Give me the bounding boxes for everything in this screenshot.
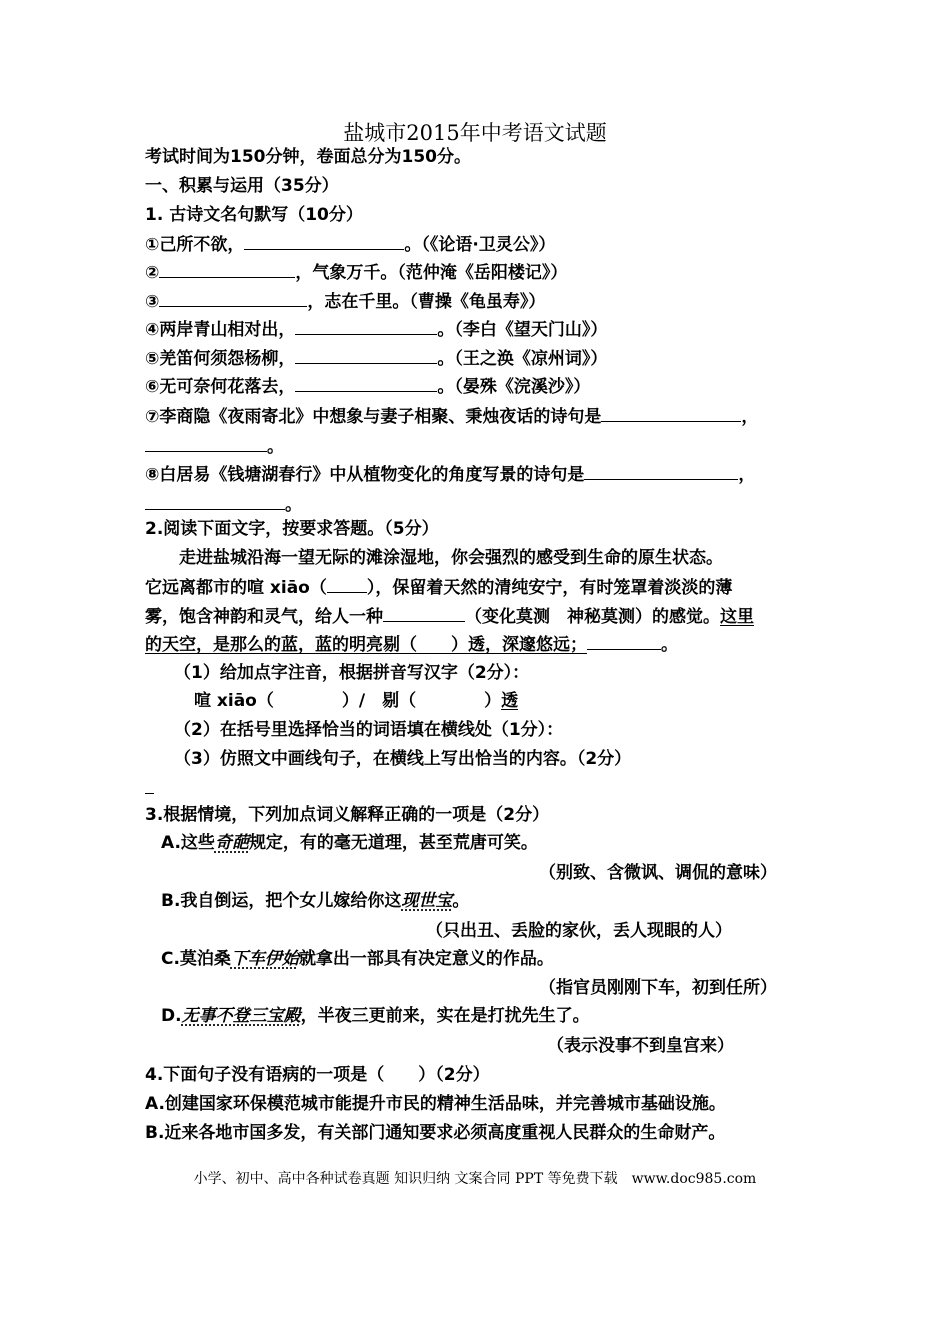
question-4-heading: 4.下面句子没有语病的一项是（ ）（2分） bbox=[145, 1065, 490, 1085]
option-b-note: （只出丑、丢脸的家伙，丢人现眼的人） bbox=[426, 921, 732, 941]
q1-item-8-cont bbox=[145, 493, 302, 516]
sub-question-3: （3）仿照文中画线句子，在横线上写出恰当的内容。（2分） bbox=[174, 749, 632, 769]
passage-line bbox=[145, 633, 678, 656]
dotted-word: 奇葩 bbox=[214, 833, 249, 853]
sub-question-1-answers bbox=[194, 690, 518, 712]
item-punct: ， bbox=[738, 465, 756, 485]
item-punct: 。 bbox=[267, 437, 284, 457]
answer-blank[interactable] bbox=[295, 318, 437, 335]
item-punct: ， bbox=[741, 407, 759, 427]
option-text: ，半夜三更前来，实在是打扰先生了。 bbox=[300, 1006, 590, 1026]
answer-blank[interactable] bbox=[295, 375, 437, 392]
question-2-heading: 2.阅读下面文字，按要求答题。（5分） bbox=[145, 519, 439, 539]
dotted-char: 透 bbox=[501, 691, 519, 711]
q1-item-4 bbox=[145, 318, 607, 341]
q4-option-b: B.近来各地市国多发，有关部门通知要求必须高度重视人民群众的生命财产。 bbox=[145, 1123, 726, 1143]
option-d-note: （表示没事不到皇宫来） bbox=[547, 1036, 734, 1056]
q4-option-a: A.创建国家环保模范城市能提升市民的精神生活品味，并完善城市基础设施。 bbox=[145, 1094, 726, 1114]
q1-item-3 bbox=[145, 290, 545, 313]
item-text: ③ bbox=[145, 292, 160, 312]
section-heading: 一、积累与运用（35分） bbox=[145, 176, 339, 196]
answer-blank[interactable] bbox=[327, 576, 367, 593]
item-source: 。（《论语·卫灵公》） bbox=[404, 235, 556, 255]
option-a-note: （别致、含微讽、调侃的意味） bbox=[539, 863, 777, 883]
passage-text: （变化莫测 神秘莫测）的感觉。 bbox=[465, 607, 720, 627]
underlined-sentence: 这里 bbox=[720, 607, 754, 627]
item-text: ⑥无可奈何花落去， bbox=[145, 377, 296, 397]
passage-text: 。 bbox=[661, 635, 678, 655]
sub-question-1: （1）给加点字注音，根据拼音写汉字（2分）： bbox=[174, 663, 530, 683]
passage-text: 雾，饱含神韵和灵气，给人一种 bbox=[145, 607, 383, 627]
q1-item-7-cont bbox=[145, 435, 284, 458]
answer-blank[interactable] bbox=[145, 493, 285, 510]
answer-blank[interactable] bbox=[584, 463, 738, 480]
passage-line bbox=[145, 576, 732, 599]
answer-blank[interactable] bbox=[295, 347, 437, 364]
pinyin-blanks: 喧 xiāo（ ）/ 剔（ ） bbox=[194, 691, 502, 711]
item-text: ⑦李商隐《夜雨寄北》中想象与妻子相聚、秉烛夜话的诗句是 bbox=[145, 407, 602, 427]
answer-blank[interactable] bbox=[383, 605, 465, 622]
passage-line bbox=[145, 547, 723, 569]
passage-line bbox=[145, 605, 754, 628]
answer-blank[interactable] bbox=[587, 633, 661, 650]
item-source: 。（李白《望天门山》） bbox=[437, 320, 608, 340]
q1-item-5 bbox=[145, 347, 607, 370]
option-text: 。 bbox=[452, 891, 470, 911]
q1-item-8 bbox=[145, 463, 755, 486]
option-text: A.这些 bbox=[161, 833, 215, 853]
item-text: ⑤羌笛何须怨杨柳， bbox=[145, 349, 296, 369]
answer-blank[interactable] bbox=[145, 777, 154, 794]
dotted-word: 无事不登三宝殿 bbox=[181, 1006, 301, 1026]
option-c bbox=[161, 948, 554, 970]
q1-item-6 bbox=[145, 375, 590, 398]
option-d bbox=[161, 1005, 590, 1027]
question-1-heading: 1. 古诗文名句默写（10分） bbox=[145, 205, 363, 225]
q1-item-7 bbox=[145, 405, 758, 428]
option-text: C.莫泊桑 bbox=[161, 949, 231, 969]
answer-blank[interactable] bbox=[244, 233, 404, 250]
option-text: B.我自倒运，把个女儿嫁给你这 bbox=[161, 891, 402, 911]
passage-text: ），保留着天然的清纯安宁，有时笼罩着淡淡的薄 bbox=[366, 578, 733, 598]
item-source: ，气象万千。（范仲淹《岳阳楼记》） bbox=[295, 263, 568, 283]
answer-blank[interactable] bbox=[159, 290, 307, 307]
q1-item-2 bbox=[145, 261, 567, 284]
exam-intro: 考试时间为150分钟，卷面总分为150分。 bbox=[145, 147, 471, 167]
option-text: D. bbox=[161, 1006, 182, 1026]
answer-line[interactable] bbox=[145, 777, 154, 800]
item-source: 。（王之涣《凉州词》） bbox=[437, 349, 608, 369]
option-text: 就拿出一部具有决定意义的作品。 bbox=[298, 949, 554, 969]
item-text: ①己所不欲， bbox=[145, 235, 245, 255]
answer-blank[interactable] bbox=[145, 435, 267, 452]
answer-blank[interactable] bbox=[159, 261, 295, 278]
page-footer: 小学、初中、高中各种试卷真题 知识归纳 文案合同 PPT 等免费下载 www.doc985.com bbox=[193, 1171, 757, 1187]
dotted-word: 现世宝 bbox=[401, 891, 453, 911]
dotted-word: 下车伊始 bbox=[230, 949, 299, 969]
option-a bbox=[161, 832, 538, 854]
item-text: ⑧白居易《钱塘湖春行》中从植物变化的角度写景的诗句是 bbox=[145, 465, 585, 485]
page-title: 盐城市2015年中考语文试题 bbox=[343, 121, 607, 145]
passage-text: 走进盐城沿海一望无际的滩涂湿地，你会强烈的感受到生命的原生状态。 bbox=[179, 548, 723, 568]
question-3-heading: 3.根据情境，下列加点词义解释正确的一项是（2分） bbox=[145, 805, 550, 825]
item-text: ④两岸青山相对出， bbox=[145, 320, 296, 340]
item-text: ② bbox=[145, 263, 160, 283]
item-source: ，志在千里。（曹操《龟虽寿》） bbox=[307, 292, 546, 312]
underlined-sentence: 的天空，是那么的蓝，蓝的明亮剔（ ）透，深邃悠远； bbox=[145, 635, 587, 655]
item-punct: 。 bbox=[285, 495, 302, 515]
sub-question-2: （2）在括号里选择恰当的词语填在横线处（1分）： bbox=[174, 720, 564, 740]
option-text: 规定，有的毫无道理，甚至荒唐可笑。 bbox=[248, 833, 538, 853]
q1-item-1 bbox=[145, 233, 555, 256]
item-source: 。（晏殊《浣溪沙》） bbox=[437, 377, 591, 397]
passage-text: 它远离都市的喧 xiāo（ bbox=[145, 578, 327, 598]
answer-blank[interactable] bbox=[601, 405, 741, 422]
option-c-note: （指官员刚刚下车，初到任所） bbox=[539, 978, 777, 998]
option-b bbox=[161, 890, 469, 912]
